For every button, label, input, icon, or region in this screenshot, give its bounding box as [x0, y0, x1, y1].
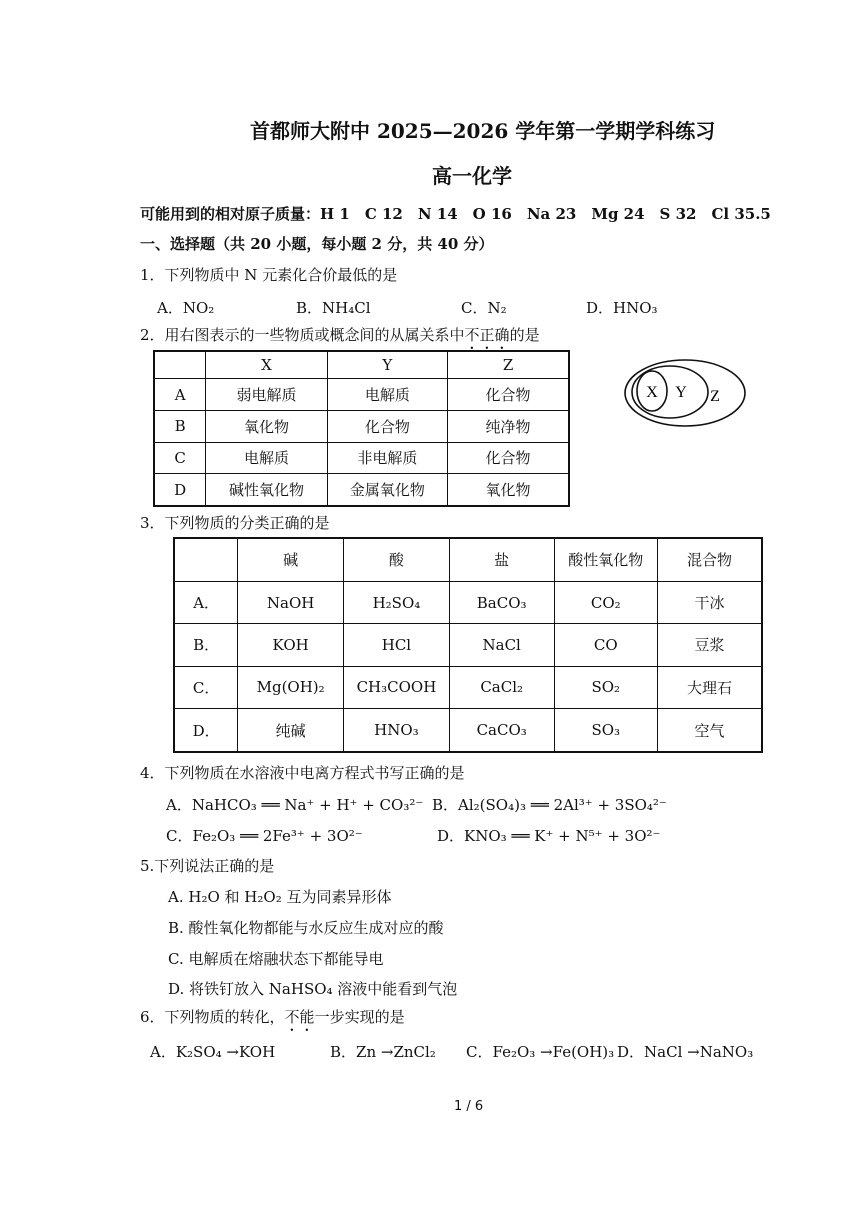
table-cell	[174, 538, 238, 581]
table-cell: Mg(OH)₂	[238, 666, 344, 708]
table-row	[154, 474, 569, 506]
table-row	[174, 581, 762, 623]
table-header-row	[174, 538, 762, 581]
subject-title: 高一化学	[432, 164, 512, 188]
table-cell: 碱	[238, 538, 344, 581]
table-row	[154, 442, 569, 474]
q5-option-c: C. 电解质在熔融状态下都能导电	[168, 950, 384, 968]
table-cell: NaOH	[238, 581, 344, 623]
table-cell: X	[206, 351, 327, 379]
q2-stem-pre: 2．用右图表示的一些物质或概念间的从属关系中	[140, 326, 465, 344]
table-cell: HNO₃	[344, 709, 450, 752]
table-cell: 混合物	[658, 538, 762, 581]
table-cell: 氧化物	[206, 411, 327, 443]
table-cell: CO₂	[554, 581, 658, 623]
exam-title: 首都师大附中 2025—2026 学年第一学期学科练习	[250, 119, 716, 143]
q6-stem	[140, 1006, 405, 1035]
table-cell: HCl	[344, 624, 450, 666]
q6-stem-post: 一步实现的是	[314, 1008, 405, 1026]
venn-diagram	[620, 356, 750, 430]
q5-option-a: A. H₂O 和 H₂O₂ 互为同素异形体	[168, 888, 392, 906]
table-cell: CH₃COOH	[344, 666, 450, 708]
table-row	[174, 666, 762, 708]
q2-stem-emphasis: 不正确	[464, 326, 510, 344]
q4-option-d: D．KNO₃ ══ K⁺ + N⁵⁺ + 3O²⁻	[437, 827, 661, 845]
table-cell: CaCO₃	[449, 709, 554, 752]
table-cell: Z	[448, 351, 569, 379]
table-cell: KOH	[238, 624, 344, 666]
q1-option-c: C．N₂	[461, 299, 507, 317]
table-cell: CaCl₂	[449, 666, 554, 708]
q1-option-b: B．NH₄Cl	[296, 299, 371, 317]
table-row	[154, 379, 569, 411]
q6-stem-pre: 6．下列物质的转化，	[140, 1008, 285, 1026]
page-number: 1 / 6	[454, 1099, 484, 1114]
q4-option-a: A．NaHCO₃ ══ Na⁺ + H⁺ + CO₃²⁻	[166, 796, 424, 814]
table-cell: 干冰	[658, 581, 762, 623]
table-cell: 化合物	[448, 442, 569, 474]
q2-stem-post: 的是	[509, 326, 540, 344]
table-row	[174, 624, 762, 666]
table-cell: NaCl	[449, 624, 554, 666]
q5-stem: 5.下列说法正确的是	[140, 857, 275, 875]
table-cell: 大理石	[658, 666, 762, 708]
q4-option-b: B．Al₂(SO₄)₃ ══ 2Al³⁺ + 3SO₄²⁻	[432, 796, 667, 814]
q1-option-d: D．HNO₃	[586, 299, 658, 317]
table-cell: 化合物	[448, 379, 569, 411]
table-cell: C	[154, 442, 206, 474]
q1-stem: 1．下列物质中 N 元素化合价最低的是	[140, 266, 398, 284]
diagram-label-x: X	[646, 384, 658, 401]
q2-stem	[140, 324, 540, 353]
table-cell: H₂SO₄	[344, 581, 450, 623]
q6-option-b: B．Zn →ZnCl₂	[330, 1043, 436, 1061]
table-cell: B．	[174, 624, 238, 666]
table-row	[154, 411, 569, 443]
table-cell: SO₂	[554, 666, 658, 708]
table-cell: 化合物	[327, 411, 447, 443]
table-cell: 空气	[658, 709, 762, 752]
table-cell	[154, 351, 206, 379]
table-row	[174, 709, 762, 752]
atomic-masses: 可能用到的相对原子质量：H 1 C 12 N 14 O 16 Na 23 Mg 24 S 32 Cl 35.5	[140, 205, 771, 223]
q5-option-d: D. 将铁钉放入 NaHSO₄ 溶液中能看到气泡	[168, 980, 458, 998]
q4-stem: 4．下列物质在水溶液中电离方程式书写正确的是	[140, 764, 465, 782]
table-cell: 弱电解质	[206, 379, 327, 411]
q3-stem: 3．下列物质的分类正确的是	[140, 514, 330, 532]
table-cell: C．	[174, 666, 238, 708]
table-cell: CO	[554, 624, 658, 666]
table-cell: 电解质	[206, 442, 327, 474]
q6-option-a: A．K₂SO₄ →KOH	[150, 1043, 276, 1061]
q6-stem-emphasis: 不能	[284, 1008, 315, 1026]
table-cell: 盐	[449, 538, 554, 581]
table-cell: BaCO₃	[449, 581, 554, 623]
diagram-label-y: Y	[675, 384, 687, 401]
table-cell: 电解质	[327, 379, 447, 411]
q3-table	[173, 537, 763, 753]
table-cell: 酸	[344, 538, 450, 581]
q1-option-a: A．NO₂	[157, 299, 215, 317]
section-heading: 一、选择题（共 20 小题，每小题 2 分，共 40 分）	[140, 235, 494, 253]
table-header-row	[154, 351, 569, 379]
table-cell: 豆浆	[658, 624, 762, 666]
table-cell: SO₃	[554, 709, 658, 752]
table-cell: Y	[327, 351, 447, 379]
table-cell: 酸性氧化物	[554, 538, 658, 581]
table-cell: D	[154, 474, 206, 506]
diagram-label-z: Z	[710, 388, 720, 405]
table-cell: B	[154, 411, 206, 443]
table-cell: A	[154, 379, 206, 411]
q2-table	[153, 350, 570, 507]
table-cell: A．	[174, 581, 238, 623]
table-cell: 氧化物	[448, 474, 569, 506]
q5-option-b: B. 酸性氧化物都能与水反应生成对应的酸	[168, 919, 444, 937]
table-cell: D．	[174, 709, 238, 752]
table-cell: 金属氧化物	[327, 474, 447, 506]
table-cell: 纯净物	[448, 411, 569, 443]
table-cell: 碱性氧化物	[206, 474, 327, 506]
q6-option-c: C．Fe₂O₃ →Fe(OH)₃	[466, 1043, 615, 1061]
q4-option-c: C．Fe₂O₃ ══ 2Fe³⁺ + 3O²⁻	[166, 827, 363, 845]
q6-option-d: D．NaCl →NaNO₃	[617, 1043, 754, 1061]
table-cell: 纯碱	[238, 709, 344, 752]
table-cell: 非电解质	[327, 442, 447, 474]
